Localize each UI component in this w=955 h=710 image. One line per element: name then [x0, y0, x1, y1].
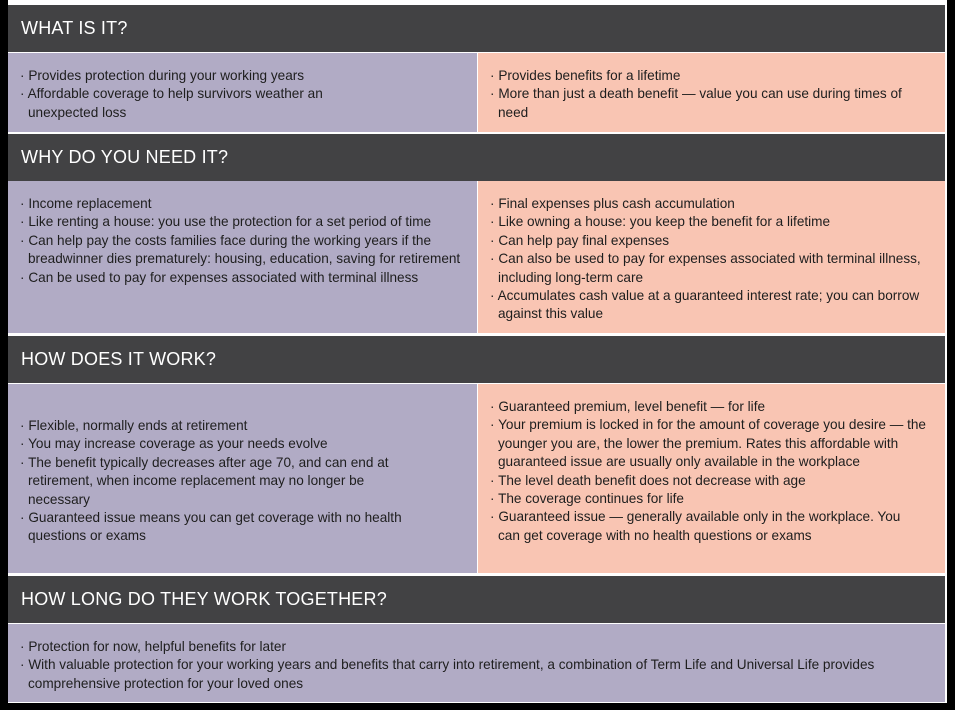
list-item: · Protection for now, helpful benefits for later	[20, 638, 935, 656]
list-item: · Can be used to pay for expenses associated with terminal illness	[20, 269, 467, 287]
term-life-what	[8, 53, 477, 132]
list-item: · Your premium is locked in for the amount of coverage you desire — the younger you are, the lower the premium. Rates this affordable with guaranteed issue are usually only available in the workplace	[490, 416, 930, 471]
universal-life-why	[478, 181, 945, 333]
list-item: · The benefit typically decreases after age 70, and can end at retirement, when income replacement may no longer be necessary	[20, 454, 420, 509]
list-item: · Final expenses plus cash accumulation	[490, 195, 935, 213]
universal-life-what	[478, 53, 945, 132]
section-header-how: HOW DOES IT WORK?	[8, 336, 945, 383]
list-item: · Affordable coverage to help survivors weather an unexpected loss	[20, 85, 370, 122]
list-item: · More than just a death benefit — value you can use during times of need	[490, 85, 935, 122]
list-item: · You may increase coverage as your needs evolve	[20, 435, 467, 453]
together-content	[8, 624, 945, 702]
list-item: · Guaranteed issue — generally available only in the workplace. You can get coverage with no health questions or exams	[490, 508, 925, 545]
term-life-why	[8, 181, 477, 333]
list-item: · Flexible, normally ends at retirement	[20, 417, 467, 435]
list-item: · The coverage continues for life	[490, 490, 935, 508]
list-item: · Can also be used to pay for expenses associated with terminal illness, including long-term care	[490, 250, 935, 287]
section-header-together: HOW LONG DO THEY WORK TOGETHER?	[8, 576, 945, 623]
list-item: · With valuable protection for your working years and benefits that carry into retirement, a combination of Term Life and Universal Life provides comprehensive protection for your loved ones	[20, 656, 935, 693]
list-item: · The level death benefit does not decrease with age	[490, 472, 935, 490]
list-item: · Like renting a house: you use the protection for a set period of time	[20, 213, 440, 231]
list-item: · Income replacement	[20, 195, 467, 213]
section-header-why: WHY DO YOU NEED IT?	[8, 134, 945, 181]
list-item: · Provides benefits for a lifetime	[490, 67, 935, 85]
section-header-what: WHAT IS IT?	[8, 5, 945, 52]
list-item: · Like owning a house: you keep the benefit for a lifetime	[490, 213, 935, 231]
list-item: · Can help pay final expenses	[490, 232, 935, 250]
term-life-how	[8, 384, 477, 573]
list-item: · Accumulates cash value at a guaranteed interest rate; you can borrow against this value	[490, 287, 935, 324]
list-item: · Guaranteed issue means you can get coverage with no health questions or exams	[20, 509, 420, 546]
list-item: · Guaranteed premium, level benefit — for life	[490, 398, 935, 416]
list-item: · Can help pay the costs families face during the working years if the breadwinner dies prematurely: housing, education, saving for retirement	[20, 232, 467, 269]
list-item: · Provides protection during your working years	[20, 67, 467, 85]
universal-life-how	[478, 384, 945, 573]
